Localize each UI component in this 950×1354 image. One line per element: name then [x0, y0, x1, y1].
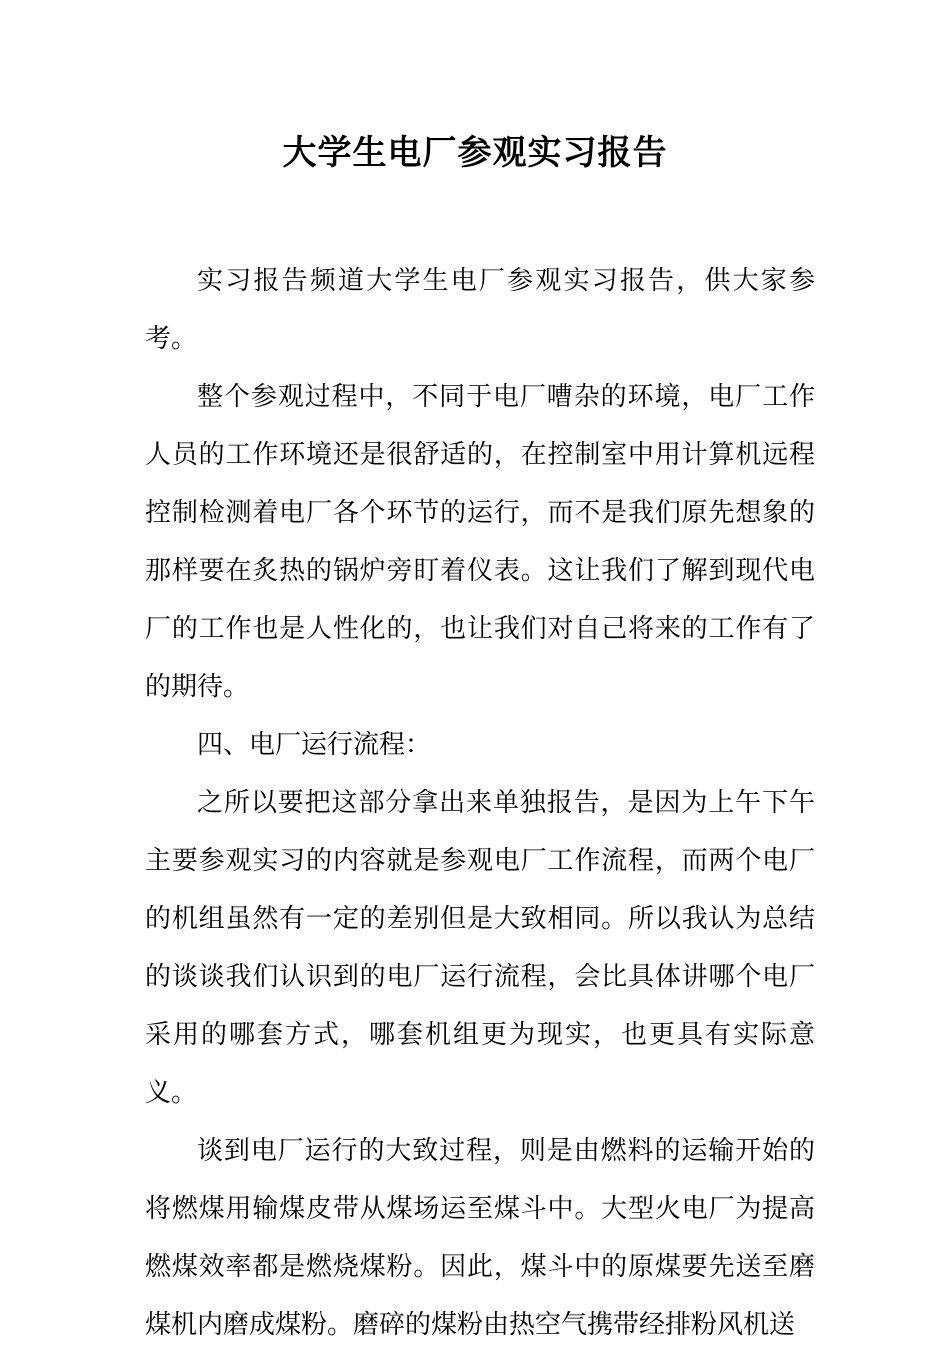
document-body: [145, 252, 815, 1354]
paragraph-intro: 实习报告频道大学生电厂参观实习报告，供大家参考。: [145, 266, 815, 354]
document-title: 大学生电厂参观实习报告: [282, 133, 668, 173]
paragraph-visit-process: 整个参观过程中，不同于电厂嘈杂的环境，电厂工作人员的工作环境还是很舒适的，在控制室中用计算机远程控制检测着电厂各个环节的运行，而不是我们原先想象的那样要在炙热的锅炉旁盯着仪表。这让我们了解到现代电厂的工作也是人性化的，也让我们对自己将来的工作有了的期待。: [145, 382, 815, 702]
paragraph-report-reason: 之所以要把这部分拿出来单独报告，是因为上午下午主要参观实习的内容就是参观电厂工作流程，而两个电厂的机组虽然有一定的差别但是大致相同。所以我认为总结的谈谈我们认识到的电厂运行流程，会比具体讲哪个电厂采用的哪套方式，哪套机组更为现实，也更具有实际意义。: [145, 788, 815, 1108]
paragraph-operation-process: 谈到电厂运行的大致过程，则是由燃料的运输开始的将燃煤用输煤皮带从煤场运至煤斗中。大型火电厂为提高燃煤效率都是燃烧煤粉。因此，煤斗中的原煤要先送至磨煤机内磨成煤粉。磨碎的煤粉由热空气携带经排粉风机送: [145, 1136, 815, 1340]
section-heading-operation-flow: 四、电厂运行流程：: [197, 730, 432, 760]
